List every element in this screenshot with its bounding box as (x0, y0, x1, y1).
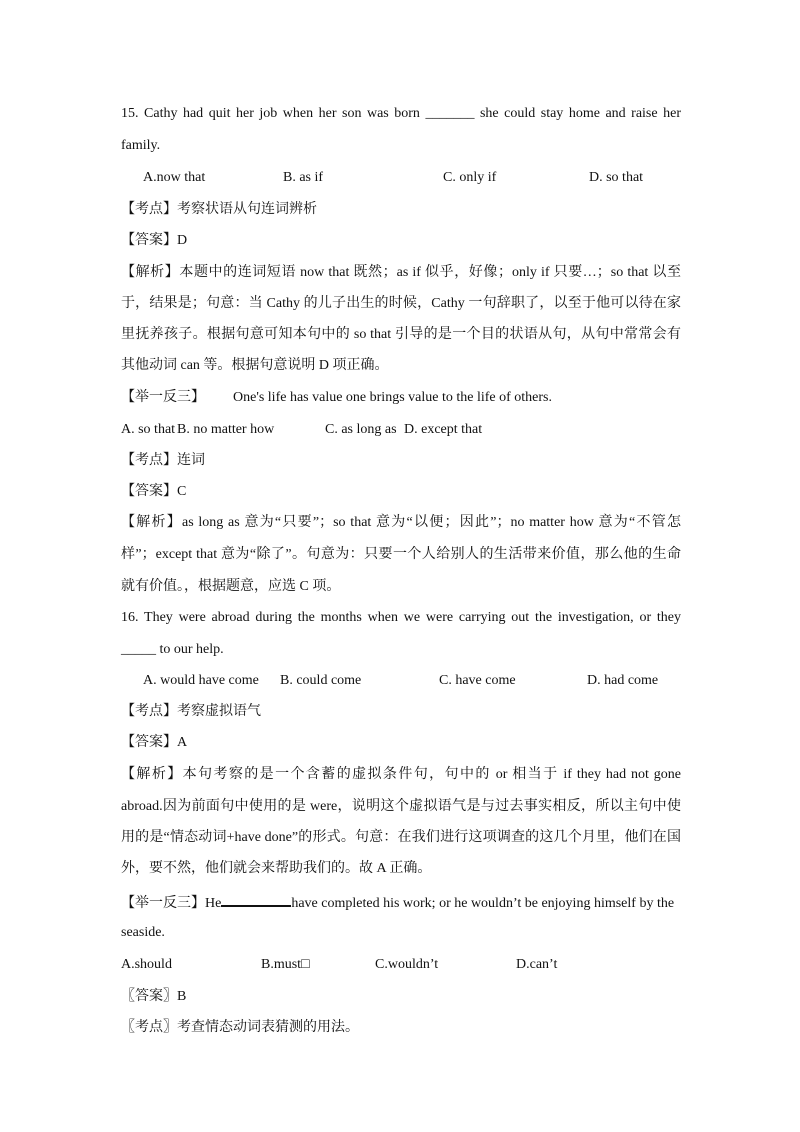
q16-answer: 【答案】A (121, 735, 188, 750)
q16-ext-sentence: have completed his work; or he wouldn’t be enjoying himself by the (291, 896, 675, 911)
q16-analysis-line2: abroad.因为前面句中使用的是 were，说明这个虚拟语气是与过去事实相反，所以主句中使 (121, 799, 681, 814)
q16-ext-answer: 〖答案〗B (121, 989, 187, 1004)
q15-analysis-line3: 里抚养孩子。根据句意可知本句中的 so that 引导的是一个目的状语从句，从句中常常会有 (121, 327, 681, 342)
q15-ext-answer: 【答案】C (121, 484, 187, 499)
q16-stem-line2: _____ to our help. (121, 642, 224, 657)
q16-analysis-line1: 【解析】本句考察的是一个含蓄的虚拟条件句，句中的 or 相当于 if they had not gone (121, 767, 681, 782)
q15-analysis-line2: 于，结果是；句意：当 Cathy 的儿子出生的时候，Cathy 一句辞职了，以至于他可以待在家 (121, 296, 681, 311)
q15-option-a: A.now that (143, 170, 206, 185)
q16-option-c: C. have come (439, 673, 516, 688)
q15-ext-option-d: D. except that (404, 422, 483, 437)
q15-analysis-line1: 【解析】本题中的连词短语 now that 既然；as if 似乎，好像；only if 只要…；so that 以至 (121, 265, 681, 280)
q16-ext-option-c: C.wouldn’t (375, 957, 439, 972)
q15-kaodian: 【考点】考察状语从句连词辨析 (121, 202, 317, 217)
q16-ext-option-b: B.must□ (261, 957, 310, 972)
q16-ext-kaodian: 〖考点〗考查情态动词表猜测的用法。 (121, 1020, 359, 1035)
q15-ext-option-a: A. so that (121, 422, 176, 437)
q15-ext-sentence: One's life has value one brings value to the life of others. (233, 390, 552, 405)
q16-ext-blank (221, 891, 291, 907)
q15-stem-line2: family. (121, 138, 161, 153)
q15-ext-kaodian: 【考点】连词 (121, 453, 205, 468)
q16-option-b: B. could come (280, 673, 362, 688)
q16-ext-stem (121, 891, 681, 914)
q15-ext-analysis-line1: 【解析】as long as 意为“只要”；so that 意为“以便；因此”；no matter how 意为“不管怎 (121, 515, 681, 530)
q16-option-d: D. had come (587, 673, 659, 688)
q15-ext-analysis-line3: 就有价值。，根据题意，应选 C 项。 (121, 579, 341, 594)
q15-answer: 【答案】D (121, 233, 188, 248)
q15-ext-analysis-line2: 样”；except that 意为“除了”。句意为：只要一个人给别人的生活带来价值，那么他的生命 (121, 547, 681, 562)
q16-stem-line1: 16. They were abroad during the months when we were carrying out the investigation, or they (121, 610, 681, 625)
q15-stem-line1: 15. Cathy had quit her job when her son was born _______ she could stay home and raise her (121, 106, 681, 121)
q15-option-c: C. only if (443, 170, 497, 185)
q16-ext-option-d: D.can’t (516, 957, 558, 972)
q16-ext-option-a: A.should (121, 957, 172, 972)
q15-ext-option-b: B. no matter how (177, 422, 275, 437)
q16-analysis-line4: 外，要不然，他们就会来帮助我们的。故 A 正确。 (121, 861, 432, 876)
q15-analysis-line4: 其他动词 can 等。根据句意说明 D 项正确。 (121, 358, 389, 373)
q16-option-a: A. would have come (143, 673, 259, 688)
q15-ext-stem (121, 388, 681, 408)
q15-ext-option-c: C. as long as (325, 422, 397, 437)
q16-analysis-line3: 用的是“情态动词+have done”的形式。句意：在我们进行这项调查的这几个月里，他们在国 (121, 830, 681, 845)
q15-option-b: B. as if (283, 170, 324, 185)
q16-kaodian: 【考点】考察虚拟语气 (121, 704, 261, 719)
q15-option-d: D. so that (589, 170, 644, 185)
q16-ext-label: 【举一反三】He (121, 896, 222, 911)
q15-ext-label: 【举一反三】 (121, 390, 205, 405)
q16-ext-stem-line2: seaside. (121, 925, 165, 940)
